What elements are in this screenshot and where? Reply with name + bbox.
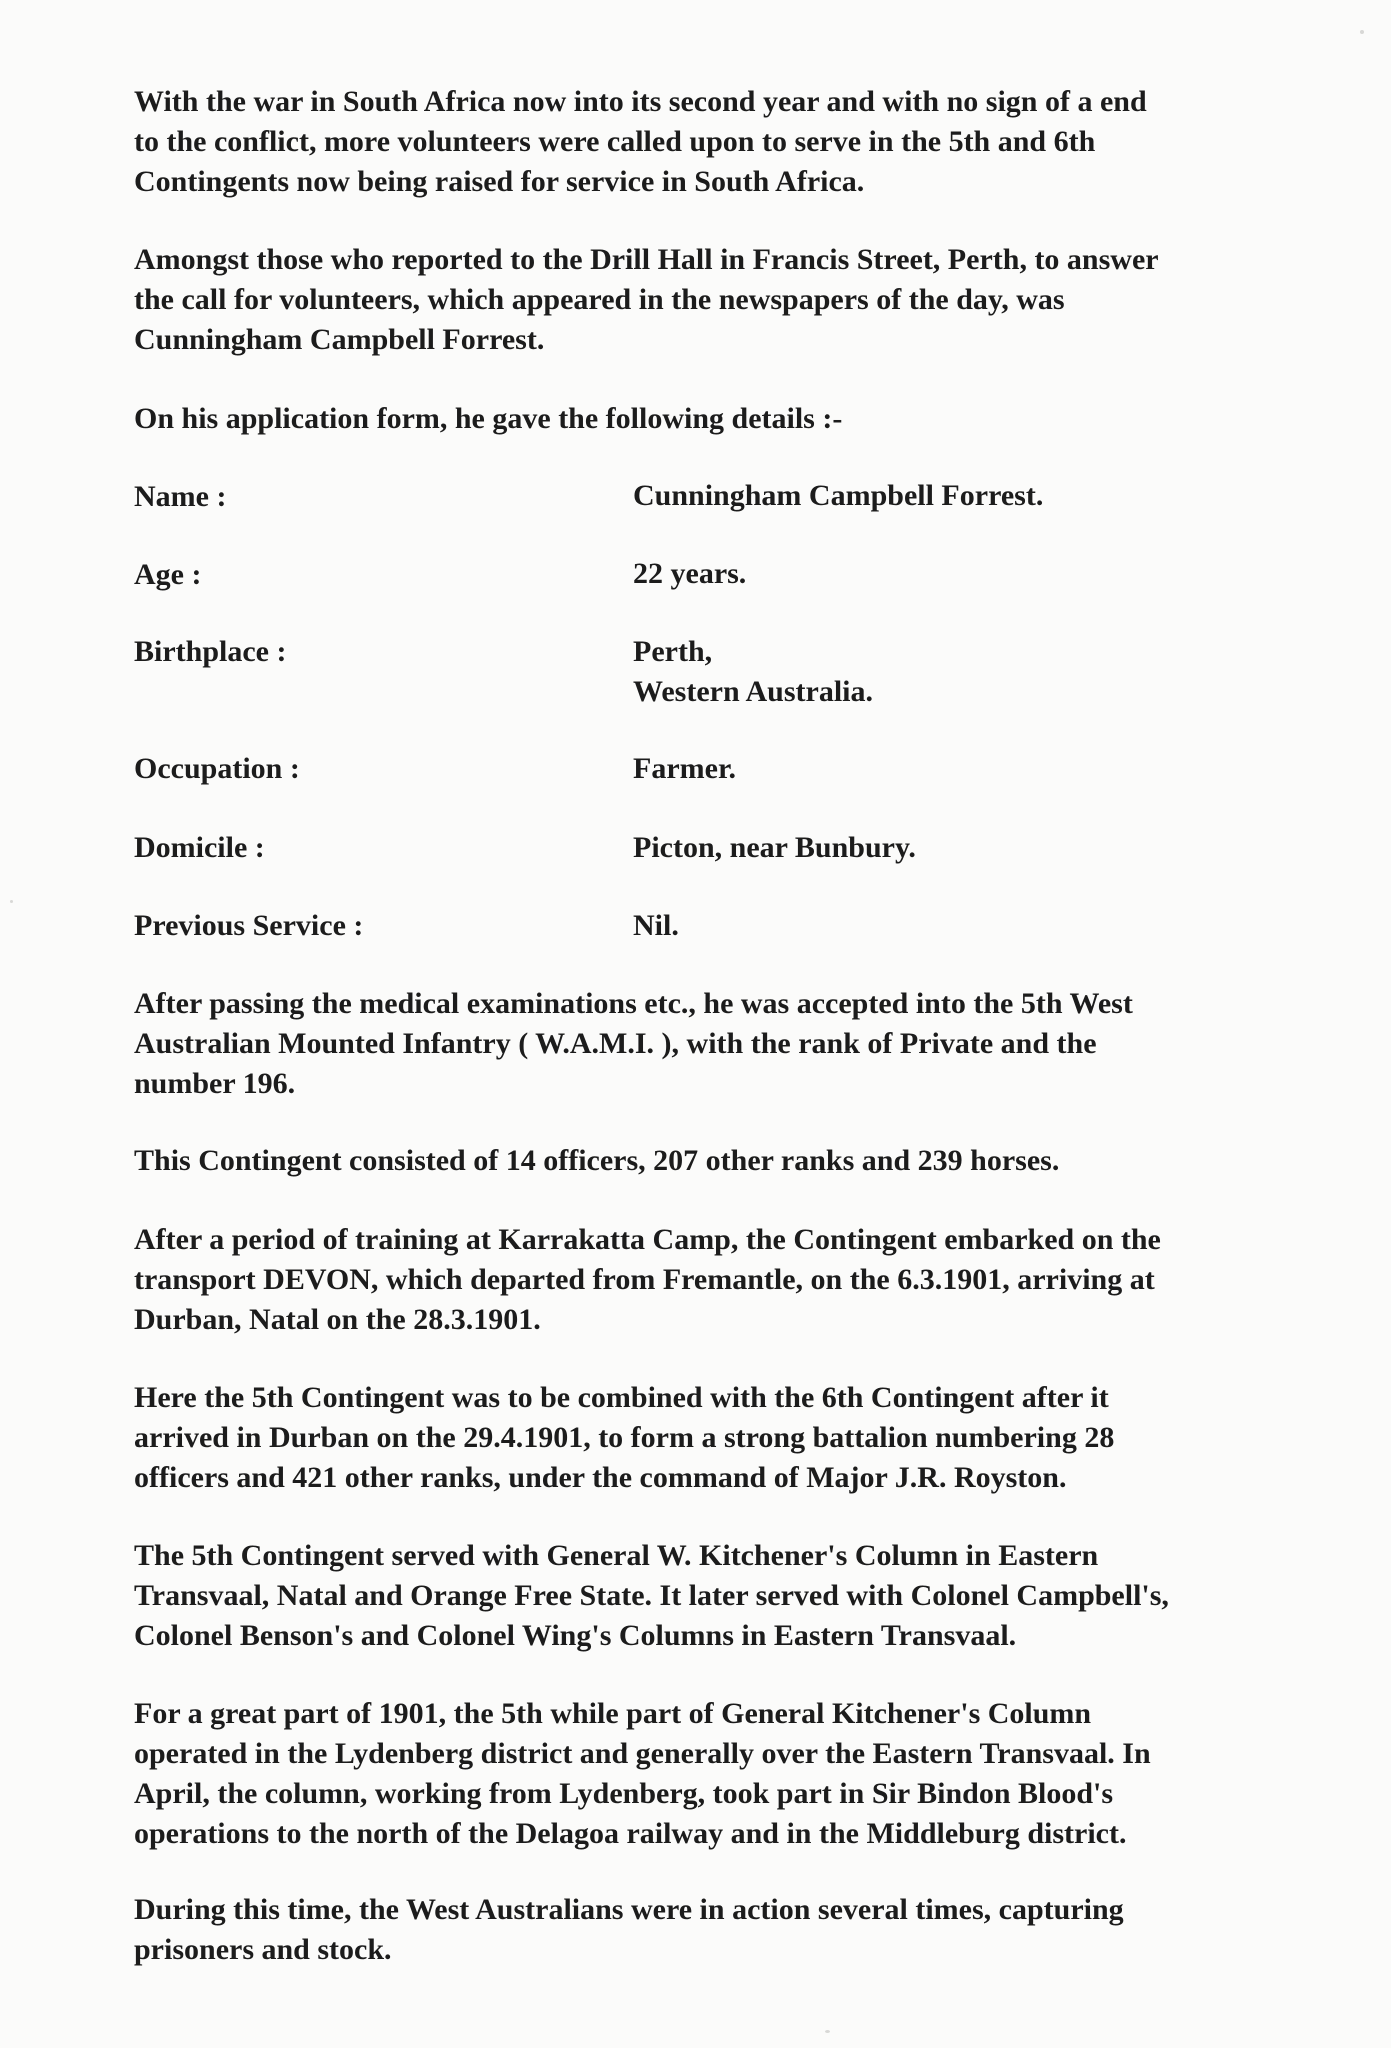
- text-line: With the war in South Africa now into its second year and with no sign of a end: [134, 85, 1147, 118]
- scan-speck: [825, 2030, 830, 2033]
- text-line: Durban, Natal on the 28.3.1901.: [134, 1303, 541, 1336]
- previous-service-value: Nil.: [633, 909, 679, 942]
- text-line: After a period of training at Karrakatta Camp, the Contingent embarked on the: [134, 1223, 1161, 1256]
- text-line: officers and 421 other ranks, under the command of Major J.R. Royston.: [134, 1461, 1067, 1494]
- birthplace-label: Birthplace :: [134, 635, 287, 668]
- paragraph-durban-battalion: [134, 1378, 1294, 1498]
- paragraph-lydenberg-operations: [134, 1694, 1294, 1854]
- domicile-value: Picton, near Bunbury.: [633, 831, 916, 864]
- text-line: The 5th Contingent served with General W. Kitchener's Column in Eastern: [134, 1539, 1099, 1572]
- paragraph-medical-examination: [134, 984, 1294, 1104]
- text-line: arrived in Durban on the 29.4.1901, to form a strong battalion numbering 28: [134, 1421, 1115, 1454]
- paragraph-drill-hall: [134, 240, 1294, 360]
- age-label: Age :: [134, 558, 202, 591]
- text-line: number 196.: [134, 1067, 296, 1100]
- text-line: Amongst those who reported to the Drill Hall in Francis Street, Perth, to answer: [134, 243, 1159, 276]
- paragraph-contingent-composition: [134, 1141, 1294, 1181]
- name-label: Name :: [134, 480, 227, 513]
- text-line: prisoners and stock.: [134, 1933, 392, 1966]
- paragraph-application-form: [134, 399, 1294, 439]
- paragraph-karrakatta-training: [134, 1220, 1294, 1340]
- previous-service-label: Previous Service :: [134, 909, 364, 942]
- text-line: Cunningham Campbell Forrest.: [134, 323, 545, 356]
- paragraph-kitchener-column: [134, 1536, 1294, 1656]
- text-line: the call for volunteers, which appeared in the newspapers of the day, was: [134, 283, 1065, 316]
- text-line: On his application form, he gave the following details :-: [134, 402, 843, 435]
- occupation-label: Occupation :: [134, 752, 300, 785]
- text-line: operated in the Lydenberg district and generally over the Eastern Transvaal. In: [134, 1737, 1151, 1770]
- birthplace-value-state: Western Australia.: [633, 675, 873, 708]
- text-line: Transvaal, Natal and Orange Free State. It later served with Colonel Campbell's,: [134, 1579, 1169, 1612]
- age-value: 22 years.: [633, 557, 747, 590]
- text-line: Contingents now being raised for service in South Africa.: [134, 165, 865, 198]
- scan-speck: [1360, 30, 1364, 34]
- text-line: April, the column, working from Lydenberg, took part in Sir Bindon Blood's: [134, 1777, 1114, 1810]
- scan-speck: [10, 900, 13, 903]
- birthplace-value-city: Perth,: [633, 635, 713, 668]
- paragraph-action-capture: [134, 1890, 1294, 1970]
- text-line: This Contingent consisted of 14 officers, 207 other ranks and 239 horses.: [134, 1144, 1060, 1177]
- paragraph-war-intro: [134, 82, 1294, 202]
- text-line: Colonel Benson's and Colonel Wing's Columns in Eastern Transvaal.: [134, 1619, 1017, 1652]
- text-line: operations to the north of the Delagoa railway and in the Middleburg district.: [134, 1817, 1127, 1850]
- text-line: Here the 5th Contingent was to be combined with the 6th Contingent after it: [134, 1381, 1109, 1414]
- text-line: For a great part of 1901, the 5th while part of General Kitchener's Column: [134, 1697, 1092, 1730]
- text-line: to the conflict, more volunteers were called upon to serve in the 5th and 6th: [134, 125, 1096, 158]
- text-line: During this time, the West Australians were in action several times, capturing: [134, 1893, 1124, 1926]
- text-line: Australian Mounted Infantry ( W.A.M.I. ), with the rank of Private and the: [134, 1027, 1097, 1060]
- text-line: transport DEVON, which departed from Fremantle, on the 6.3.1901, arriving at: [134, 1263, 1155, 1296]
- text-line: After passing the medical examinations etc., he was accepted into the 5th West: [134, 987, 1133, 1020]
- domicile-label: Domicile :: [134, 831, 265, 864]
- name-value: Cunningham Campbell Forrest.: [633, 479, 1044, 512]
- occupation-value: Farmer.: [633, 752, 737, 785]
